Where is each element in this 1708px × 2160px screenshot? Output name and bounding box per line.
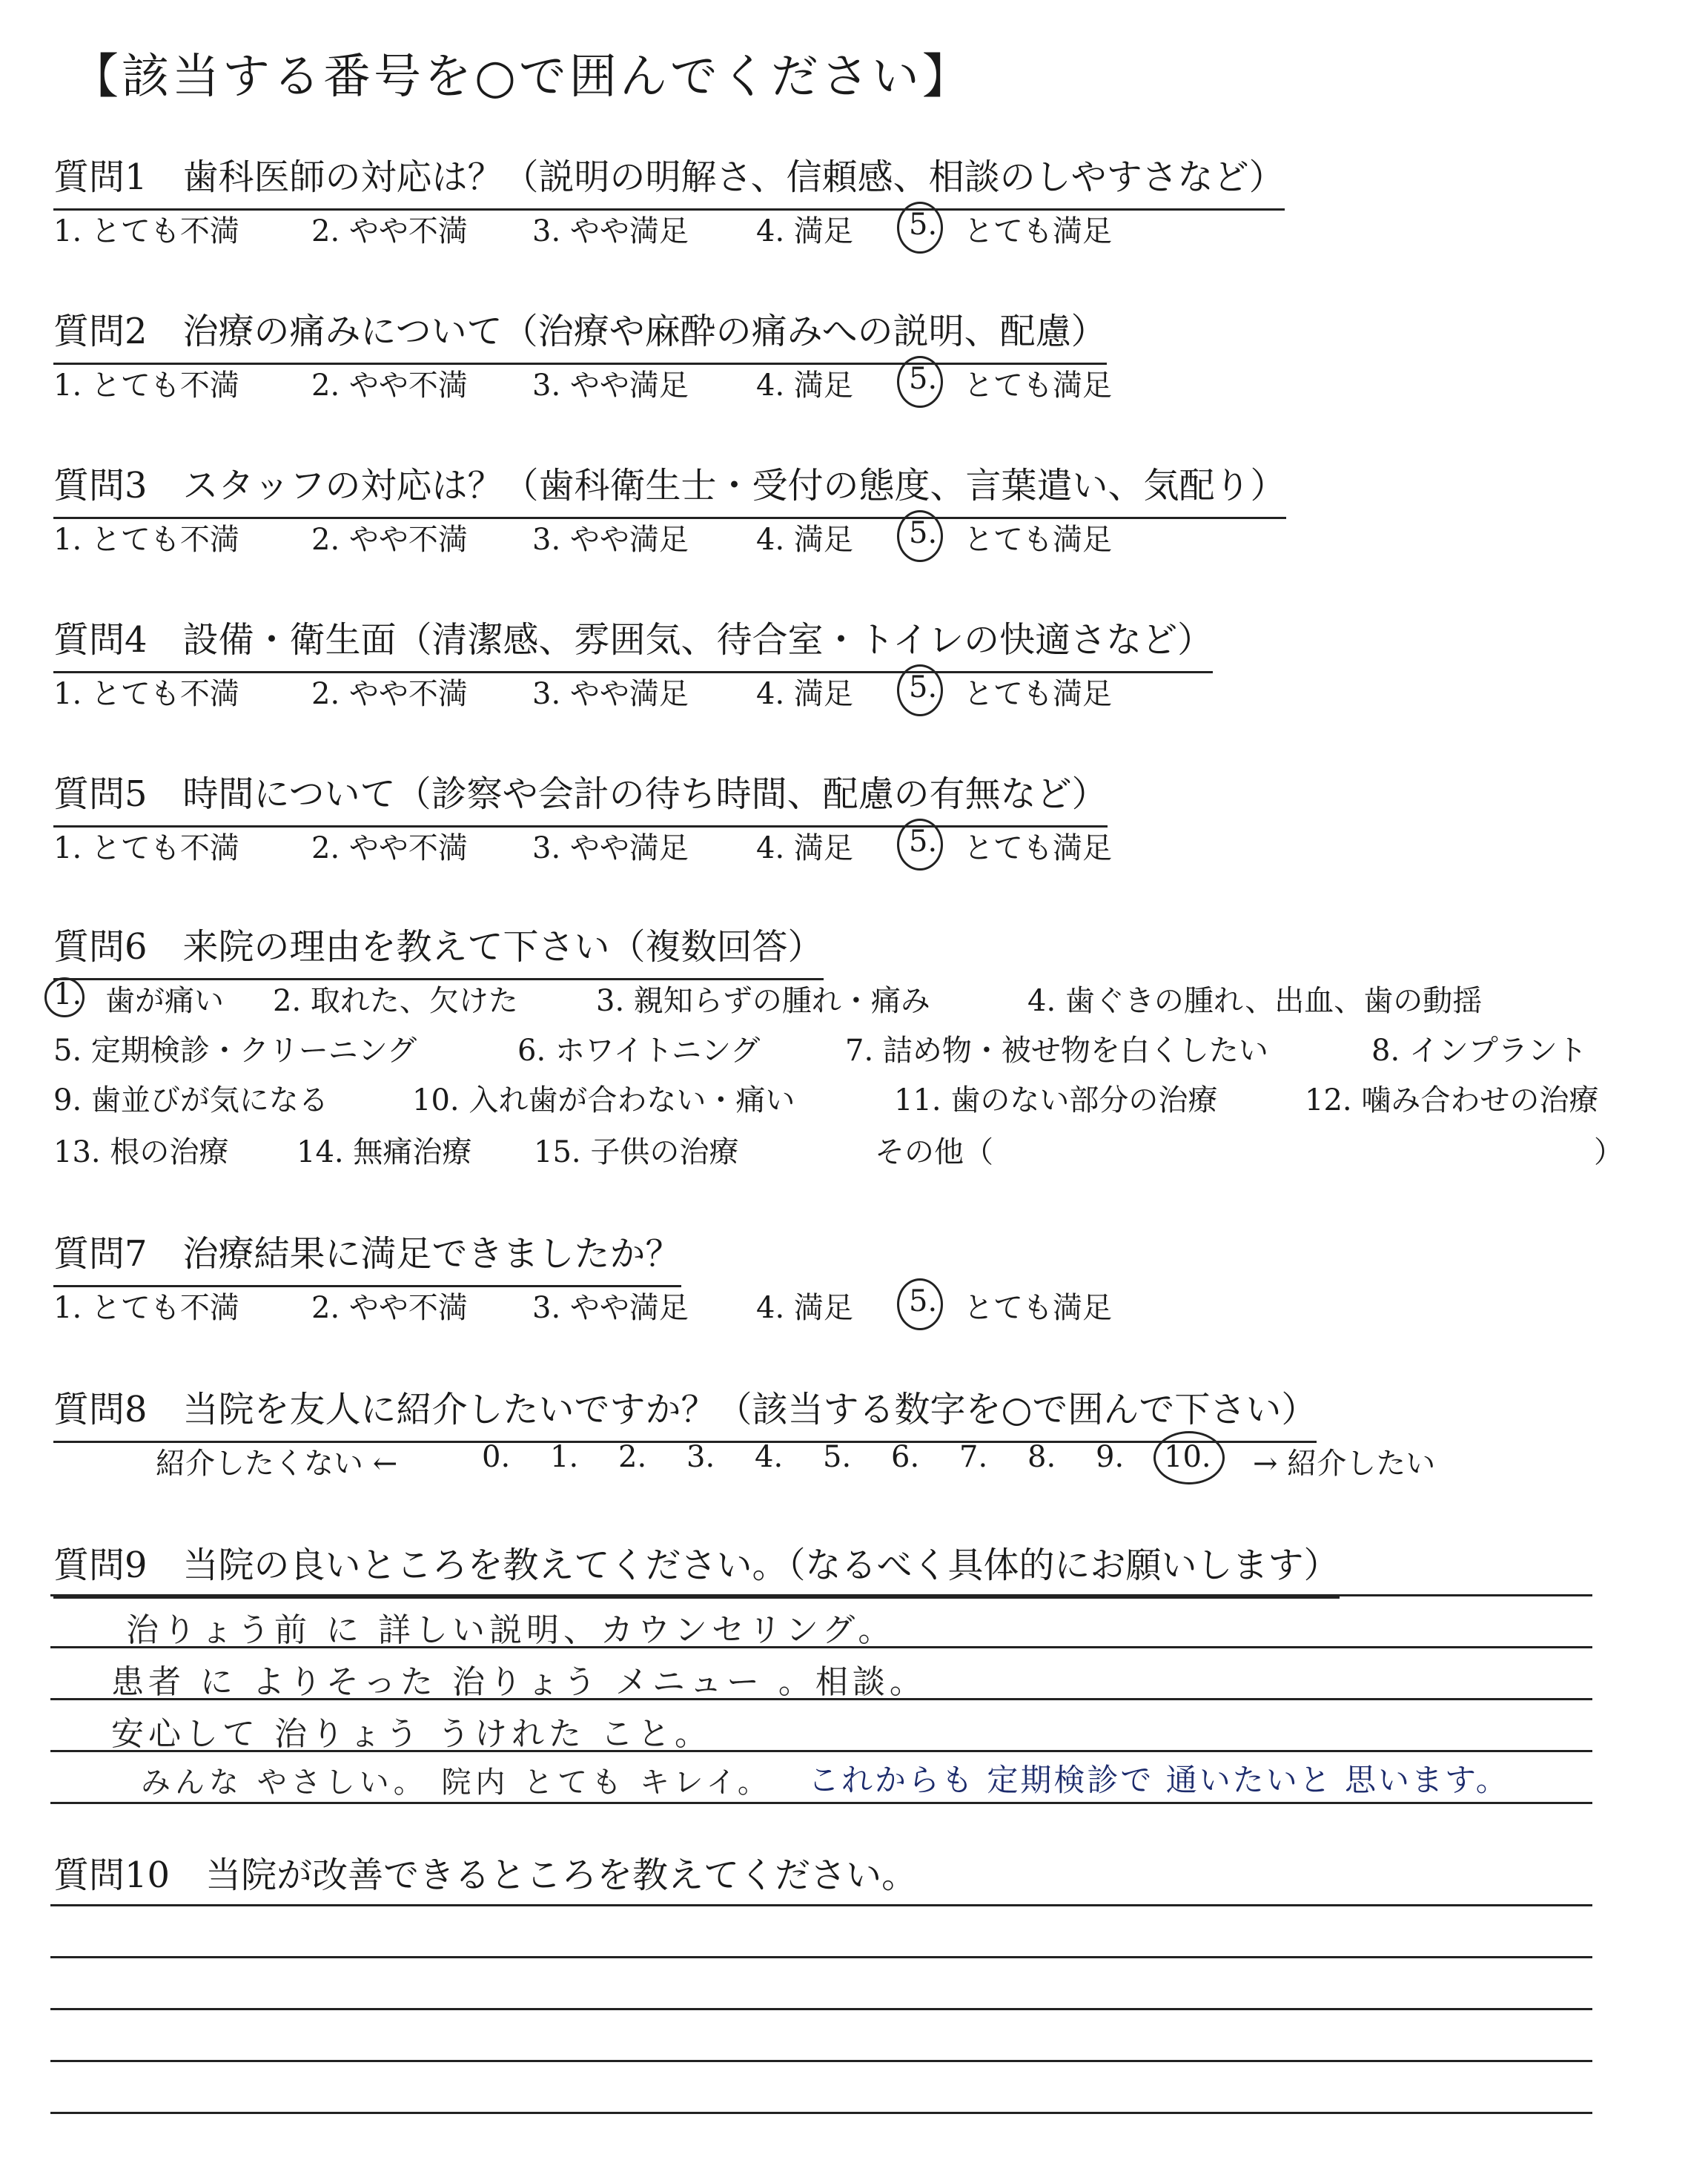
answer-line	[50, 1956, 1592, 1958]
q6-label: 質問6 来院の理由を教えて下さい（複数回答）	[53, 918, 824, 980]
questions-0-label: 質問1 歯科医師の対応は？（説明の明解さ、信頼感、相談のしやすさなど）	[53, 148, 1285, 211]
option-2[interactable]: 2. やや不満	[311, 677, 468, 711]
questions-2-label: 質問3 スタッフの対応は？（歯科衛生士・受付の態度、言葉遣い、気配り）	[53, 457, 1286, 519]
selected-circle	[897, 356, 943, 408]
q9-label: 質問9 当院の良いところを教えてください。（なるべく具体的にお願いします）	[53, 1536, 1340, 1599]
q8-left-label: 紹介したくない ←	[156, 1447, 398, 1481]
answer-line	[50, 1904, 1592, 1906]
option-3[interactable]: 3. やや満足	[532, 214, 689, 248]
q8-option-0[interactable]: 0.	[482, 1440, 511, 1474]
selected-circle	[897, 1278, 943, 1330]
option-4[interactable]: 4. 満足	[756, 677, 853, 711]
q6-opt-1[interactable]: 歯が痛い	[105, 984, 224, 1018]
q6-opt-11[interactable]: 11. 歯のない部分の治療	[894, 1083, 1218, 1117]
option-1[interactable]: 1. とても不満	[53, 214, 239, 248]
option-2[interactable]: 2. やや不満	[311, 369, 468, 403]
q6-opt-7[interactable]: 7. 詰め物・被せ物を白くしたい	[845, 1034, 1268, 1068]
selected-circle	[44, 977, 85, 1017]
option-3[interactable]: 3. やや満足	[532, 1291, 689, 1325]
option-3[interactable]: 3. やや満足	[532, 831, 689, 865]
option-2[interactable]: 2. やや不満	[311, 1291, 468, 1325]
selected-circle	[897, 819, 943, 871]
q8-option-5[interactable]: 5.	[823, 1440, 852, 1474]
answer-line	[50, 1802, 1592, 1804]
option-5-label: とても満足	[964, 831, 1112, 865]
q8-option-2[interactable]: 2.	[618, 1440, 647, 1474]
option-5-label: とても満足	[964, 677, 1112, 711]
option-5[interactable]: 5.	[909, 208, 938, 242]
option-4[interactable]: 4. 満足	[756, 523, 853, 557]
answer-line	[50, 2112, 1592, 2114]
q8-option-9[interactable]: 9.	[1096, 1440, 1125, 1474]
selected-circle	[897, 202, 943, 254]
option-2[interactable]: 2. やや不満	[311, 214, 468, 248]
q8-option-3[interactable]: 3.	[686, 1440, 715, 1474]
option-4[interactable]: 4. 満足	[756, 831, 853, 865]
q6-opt-9[interactable]: 9. 歯並びが気になる	[53, 1083, 328, 1117]
q8-right-label: → 紹介したい	[1253, 1447, 1436, 1481]
option-5-label: とても満足	[964, 214, 1112, 248]
q6-opt-6[interactable]: 6. ホワイトニング	[517, 1034, 761, 1068]
selected-circle	[1153, 1431, 1225, 1484]
option-5-label: とても満足	[964, 523, 1112, 557]
q9-answer-line-2: 患者 に よりそった 治りょう メニュー 。相談。	[111, 1663, 927, 1701]
questions-3-label: 質問4 設備・衛生面（清潔感、雰囲気、待合室・トイレの快適さなど）	[53, 611, 1213, 673]
answer-line	[50, 2008, 1592, 2010]
option-1[interactable]: 1. とても不満	[53, 677, 239, 711]
q6-other-close: ）	[1594, 1135, 1623, 1169]
q8-option-7[interactable]: 7.	[959, 1440, 988, 1474]
q8-label: 質問8 当院を友人に紹介したいですか？（該当する数字を○で囲んで下さい）	[53, 1381, 1317, 1443]
q9-answer-line-4: みんな やさしい。 院内 とても キレイ。	[141, 1766, 772, 1800]
q6-opt-10[interactable]: 10. 入れ歯が合わない・痛い	[412, 1083, 795, 1117]
option-2[interactable]: 2. やや不満	[311, 523, 468, 557]
q6-opt-13[interactable]: 13. 根の治療	[53, 1135, 229, 1169]
q10-label: 質問10 当院が改善できるところを教えてください。	[53, 1855, 918, 1896]
option-5[interactable]: 5.	[909, 825, 938, 859]
questions-4-label: 質問5 時間について（診察や会計の待ち時間、配慮の有無など）	[53, 765, 1108, 828]
option-3[interactable]: 3. やや満足	[532, 369, 689, 403]
option-1[interactable]: 1. とても不満	[53, 523, 239, 557]
questions-1-label: 質問2 治療の痛みについて（治療や麻酔の痛みへの説明、配慮）	[53, 303, 1107, 365]
selected-circle	[897, 664, 943, 716]
q6-opt-4[interactable]: 4. 歯ぐきの腫れ、出血、歯の動揺	[1027, 984, 1483, 1018]
answer-line	[50, 2060, 1592, 2062]
q6-opt-5[interactable]: 5. 定期検診・クリーニング	[53, 1034, 417, 1068]
q8-option-10[interactable]: 10.	[1164, 1440, 1211, 1474]
option-2[interactable]: 2. やや不満	[311, 831, 468, 865]
option-5[interactable]: 5.	[909, 670, 938, 704]
page-title: 【該当する番号を○で囲んでください】	[71, 50, 973, 105]
q6-opt-15[interactable]: 15. 子供の治療	[534, 1135, 739, 1169]
q6-opt-2[interactable]: 2. 取れた、欠けた	[273, 984, 518, 1018]
q6-opt-3[interactable]: 3. 親知らずの腫れ・痛み	[596, 984, 930, 1018]
selected-circle	[897, 510, 943, 562]
q6-opt-14[interactable]: 14. 無痛治療	[297, 1135, 472, 1169]
option-5-label: とても満足	[964, 1291, 1112, 1325]
q8-option-1[interactable]: 1.	[550, 1440, 579, 1474]
q6-opt-other[interactable]: その他（	[875, 1135, 993, 1169]
option-1[interactable]: 1. とても不満	[53, 1291, 239, 1325]
option-5[interactable]: 5.	[909, 362, 938, 396]
q8-option-6[interactable]: 6.	[891, 1440, 920, 1474]
q8-option-4[interactable]: 4.	[755, 1440, 784, 1474]
option-4[interactable]: 4. 満足	[756, 1291, 853, 1325]
option-4[interactable]: 4. 満足	[756, 369, 853, 403]
option-5[interactable]: 5.	[909, 516, 938, 550]
q6-opt-12[interactable]: 12. 噛み合わせの治療	[1305, 1083, 1599, 1117]
q9-answer-line-3: 安心して 治りょう うけれた こと。	[111, 1715, 712, 1753]
option-4[interactable]: 4. 満足	[756, 214, 853, 248]
q6-opt-8[interactable]: 8. インプラント	[1371, 1034, 1587, 1068]
q9-answer-line-1: 治りょう前 に 詳しい説明、カウンセリング。	[126, 1611, 896, 1649]
q7-label: 質問7 治療結果に満足できましたか？	[53, 1225, 681, 1287]
answer-line	[50, 1594, 1592, 1596]
option-3[interactable]: 3. やや満足	[532, 523, 689, 557]
option-3[interactable]: 3. やや満足	[532, 677, 689, 711]
option-5-label: とても満足	[964, 369, 1112, 403]
option-1[interactable]: 1. とても不満	[53, 369, 239, 403]
q9-answer-line-5: これからも 定期検診で 通いたいと 思います。	[808, 1762, 1509, 1798]
option-5[interactable]: 5.	[909, 1284, 938, 1318]
q8-option-8[interactable]: 8.	[1027, 1440, 1056, 1474]
option-1[interactable]: 1. とても不満	[53, 831, 239, 865]
q6-opt-1-number[interactable]: 1.	[53, 977, 82, 1011]
